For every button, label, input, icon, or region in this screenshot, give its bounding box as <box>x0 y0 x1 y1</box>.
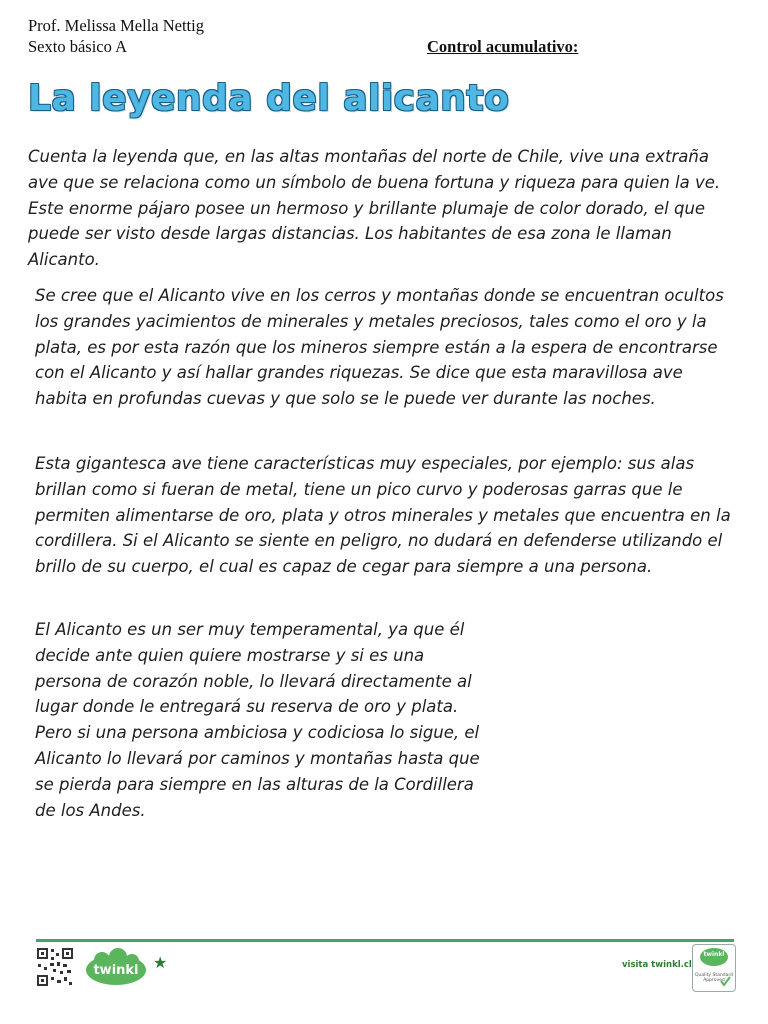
paragraph-4: El Alicanto es un ser muy temperamental, ya que él decide ante quien quiere mostrarse y si es una persona de corazón noble, lo llevará directamente al lugar donde le entregará su reserva de oro y plata. Pero si una persona ambiciosa y codiciosa lo sigue, el Alicanto lo llevará por caminos y montañas hasta que se pierda para siempre en las alturas de la Cordillera de los Andes. <box>35 620 480 820</box>
visit-link[interactable]: visita twinkl.cl <box>622 960 692 970</box>
twinkl-logo <box>84 948 148 988</box>
paragraph-3: Esta gigantesca ave tiene características muy especiales, por ejemplo: sus alas brillan como si fueran de metal, tiene un pico curvo y poderosas garras que le permiten alimentarse de oro, plata y otros minerales y metales que encuentra en la cordillera. Si el Alicanto se siente en peligro, no dudará en defenderse utilizando el brillo de su cuerpo, el cual es capaz de cegar para siempre a una persona. <box>35 454 731 577</box>
footer-divider <box>36 939 734 942</box>
control-heading: Control acumulativo: <box>427 37 579 56</box>
star-icon: ★ <box>153 953 168 972</box>
qr-code-icon <box>36 947 74 987</box>
page-title: La leyenda del alicanto <box>28 78 510 119</box>
teacher-name: Prof. Melissa Mella Nettig <box>28 16 204 35</box>
grade-label: Sexto básico A <box>28 37 127 56</box>
paragraph-1: Cuenta la leyenda que, en las altas montañas del norte de Chile, vive una extraña ave que se relaciona como un símbolo de buena fortuna y riqueza para quien la ve. Este enorme pájaro posee un hermoso y brillante plumaje de color dorado, el que puede ser visto desde largas distancias. Los habitantes de esa zona le llaman Alicanto. <box>28 147 721 270</box>
logo-text: twinkl <box>93 963 139 978</box>
quality-badge-icon <box>692 944 736 992</box>
badge-text: Quality Standard Approved <box>695 973 733 983</box>
paragraph-2: Se cree que el Alicanto vive en los cerros y montañas donde se encuentran ocultos los grandes yacimientos de minerales y metales preciosos, tales como el oro y la plata, es por esta razón que los mineros siempre están a la espera de encontrarse con el Alicanto y así hallar grandes riquezas. Se dice que esta maravillosa ave habita en profundas cuevas y que solo se le puede ver durante las noches. <box>35 286 724 409</box>
badge-brand: twinkl <box>703 951 725 958</box>
